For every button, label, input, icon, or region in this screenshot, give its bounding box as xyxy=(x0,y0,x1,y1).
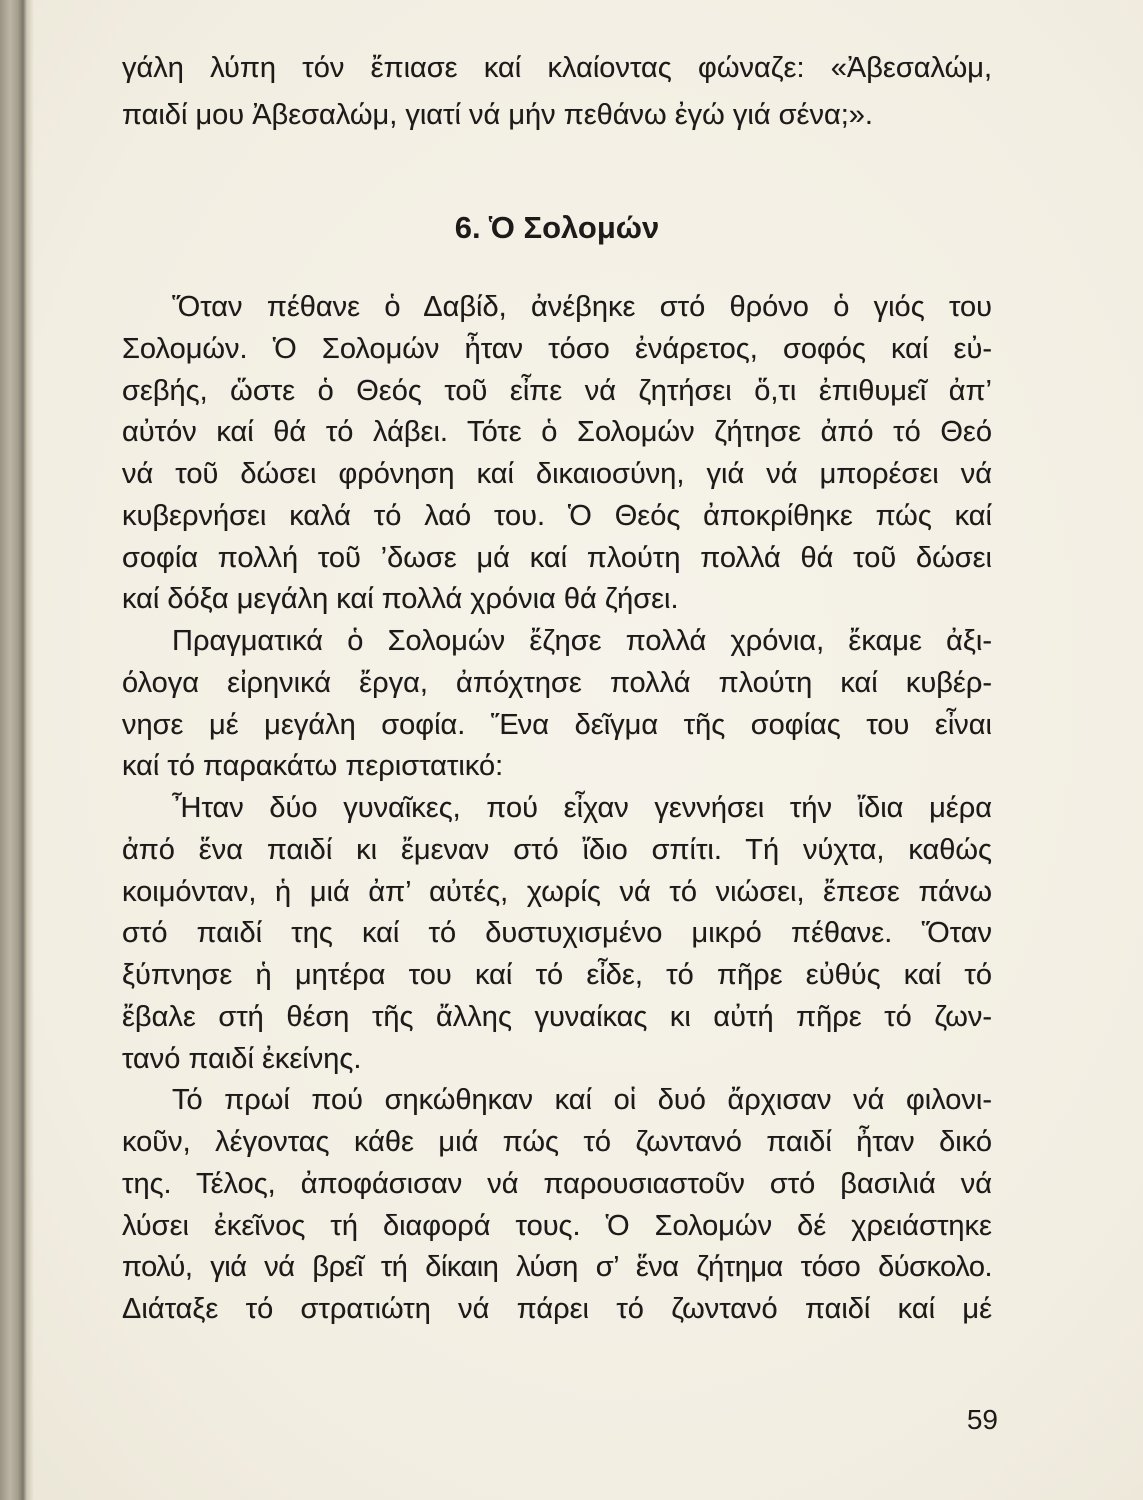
binding-shadow xyxy=(0,0,34,1500)
text-line: ξύπνησε ἡ μητέρα του καί τό εἶδε, τό πῆρε εὐθύς καί τό xyxy=(122,959,992,991)
text-line: αὐτόν καί θά τό λάβει. Τότε ὁ Σολομών ζήτησε ἀπό τό Θεό xyxy=(122,416,992,449)
paragraph xyxy=(122,621,992,788)
paragraph xyxy=(122,788,992,1080)
opening-paragraph-continuation xyxy=(122,45,992,139)
text-line: παιδί μου Ἀβεσαλώμ, γιατί νά μήν πεθάνω ἐγώ γιά σένα;». xyxy=(122,99,873,131)
text-line: νησε μέ μεγάλη σοφία. Ἕνα δεῖγμα τῆς σοφίας του εἶναι xyxy=(122,708,992,741)
text-line: τανό παιδί ἐκείνης. xyxy=(122,1042,362,1075)
text-line: ἀπό ἕνα παιδί κι ἔμεναν στό ἴδιο σπίτι. Τή νύχτα, καθώς xyxy=(122,833,992,866)
text-line: ἔβαλε στή θέση τῆς ἄλλης γυναίκας κι αὐτή πῆρε τό ζων- xyxy=(122,1000,992,1033)
paragraph xyxy=(122,287,992,621)
page-number: 59 xyxy=(966,1404,998,1435)
text-line: κοῦν, λέγοντας κάθε μιά πώς τό ζωντανό παιδί ἦταν δικό xyxy=(122,1126,992,1158)
text-line: καί τό παρακάτω περιστατικό: xyxy=(122,750,504,783)
text-line: νά τοῦ δώσει φρόνηση καί δικαιοσύνη, γιά νά μπορέσει νά xyxy=(122,458,992,490)
section-body xyxy=(122,287,992,1331)
section-heading: 6. Ὁ Σολομών xyxy=(454,210,660,245)
text-line: Διάταξε τό στρατιώτη νά πάρει τό ζωντανό παιδί καί μέ xyxy=(122,1293,992,1325)
text-line: λύσει ἐκεῖνος τή διαφορά τους. Ὁ Σολομών δέ χρειάστηκε xyxy=(122,1209,992,1242)
text-line: Ὅταν πέθανε ὁ Δαβίδ, ἀνέβηκε στό θρόνο ὁ γιός του xyxy=(172,291,992,323)
text-line: Σολομών. Ὁ Σολομών ἦταν τόσο ἐνάρετος, σοφός καί εὐ- xyxy=(122,332,992,365)
text-line: σοφία πολλή τοῦ ’δωσε μά καί πλούτη πολλά θά τοῦ δώσει xyxy=(122,541,992,574)
text-line: κυβερνήσει καλά τό λαό του. Ὁ Θεός ἀποκρίθηκε πώς καί xyxy=(122,499,992,532)
paragraph xyxy=(122,1080,992,1331)
text-line: Τό πρωί πού σηκώθηκαν καί οἱ δυό ἄρχισαν νά φιλονι- xyxy=(172,1084,992,1117)
text-line: όλογα εἰρηνικά ἔργα, ἀπόχτησε πολλά πλούτη καί κυβέρ- xyxy=(122,666,992,699)
text-line: κοιμόνταν, ἡ μιά ἀπ’ αὐτές, χωρίς νά τό νιώσει, ἔπεσε πάνω xyxy=(122,875,992,908)
text-line: Πραγματικά ὁ Σολομών ἔζησε πολλά χρόνια, ἔκαμε ἀξι- xyxy=(172,625,992,657)
text-line: πολύ, γιά νά βρεῖ τή δίκαιη λύση σ’ ἕνα ζήτημα τόσο δύσκολο. xyxy=(122,1251,992,1284)
text-line: σεβής, ὥστε ὁ Θεός τοῦ εἶπε νά ζητήσει ὅ,τι ἐπιθυμεῖ ἀπ’ xyxy=(122,374,992,407)
text-line: της. Τέλος, ἀποφάσισαν νά παρουσιαστοῦν στό βασιλιά νά xyxy=(122,1167,992,1200)
text-line: Ἦταν δύο γυναῖκες, πού εἶχαν γεννήσει τήν ἴδια μέρα xyxy=(172,792,992,824)
text-line: γάλη λύπη τόν ἔπιασε καί κλαίοντας φώναζε: «Ἀβεσαλώμ, xyxy=(122,52,992,84)
text-line: στό παιδί της καί τό δυστυχισμένο μικρό πέθανε. Ὅταν xyxy=(122,917,992,950)
text-line: καί δόξα μεγάλη καί πολλά χρόνια θά ζήσει. xyxy=(122,583,679,616)
